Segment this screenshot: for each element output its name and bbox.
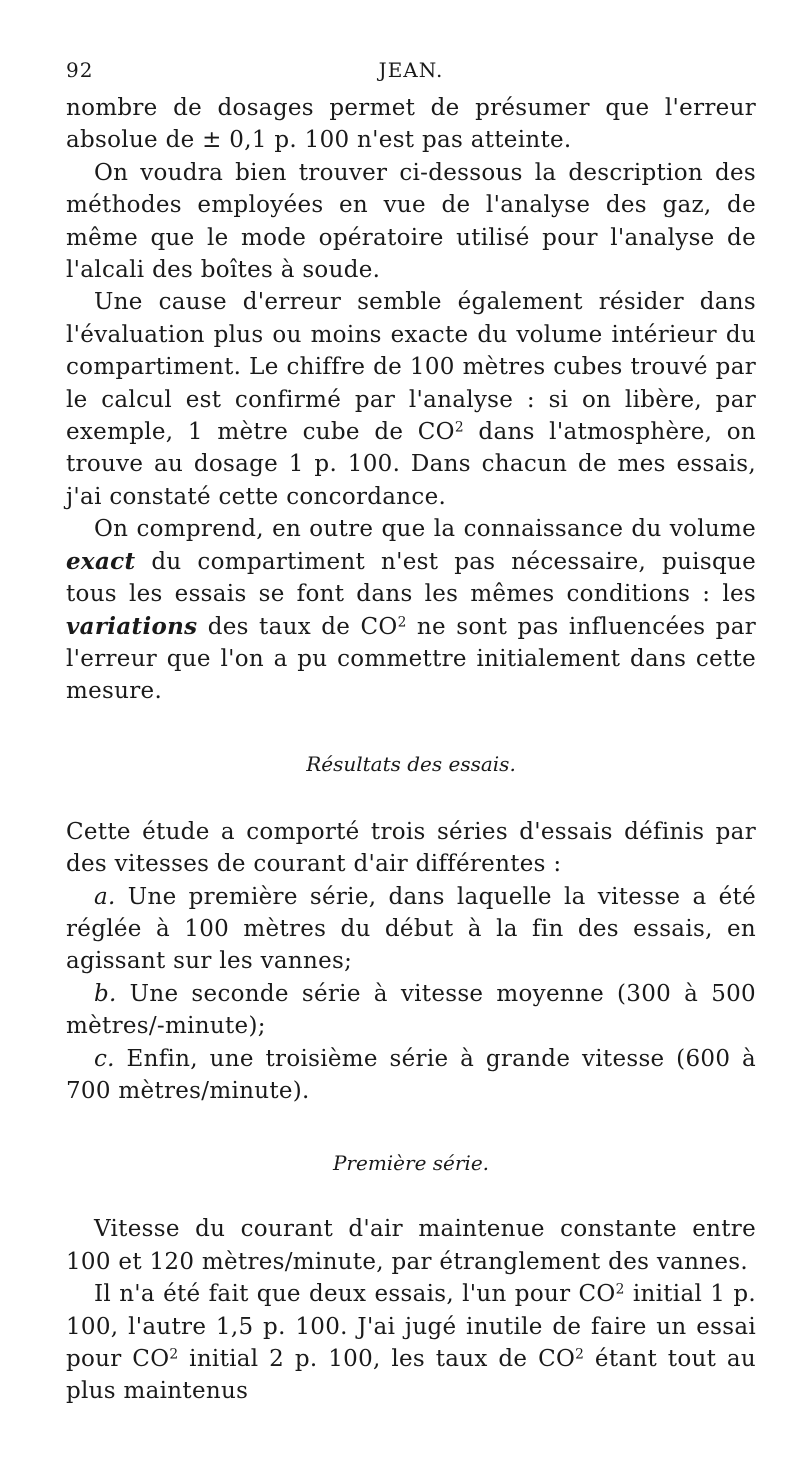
list-marker: b. (94, 980, 117, 1007)
paragraph-error-estimate: nombre de dosages permet de présumer que l'erreur absolue de ± 0,1 p. 100 n'est pas atteinte. (66, 95, 756, 154)
paragraph-methods-description: On voudra bien trouver ci-dessous la description des méthodes employées en vue de l'analyse des gaz, de même que le mode opératoire utilisé pour l'analyse de l'alcali des boîtes à soude. (66, 159, 756, 284)
list-marker: c. (94, 1045, 115, 1072)
running-head (66, 58, 756, 92)
paragraph-volume-error: Une cause d'erreur semble également résider dans l'évaluation plus ou moins exacte du volume intérieur du compartiment. Le chiffre de 100 mètres cubes trouvé par le calcul est confirmé par l'analyse : si on libère, par exemple, 1 mètre cube de $CO^2$ dans l'atmosphère, on trouve au dosage 1 p. 100. Dans chacun de mes essais, j'ai constaté cette concordance. (66, 289, 756, 510)
running-head-title: JEAN. (378, 58, 444, 82)
section-heading-results: Résultats des essais. (306, 751, 516, 776)
section-heading-first-series: Première série. (332, 1151, 490, 1176)
page-number: 92 (66, 58, 94, 82)
book-page (66, 58, 756, 1408)
paragraph-air-speed: Vitesse du courant d'air maintenue constante entre 100 et 120 mètres/minute, par étranglement des vannes. (66, 1216, 756, 1275)
list-item-series-b: b. Une seconde série à vitesse moyenne (300 à 500 mètres/-minute); (66, 980, 756, 1040)
paragraph-volume-exact: On comprend, en outre que la connaissance du volume exact du compartiment n'est pas nécessaire, puisque tous les essais se font dans les mêmes conditions : les variations des taux de $CO^2$ ne sont pas influencées par l'erreur que l'on a pu commettre initialement dans cette mesure. (66, 516, 756, 705)
list-item-series-c: c. Enfin, une troisième série à grande vitesse (600 à 700 mètres/minute). (66, 1045, 756, 1104)
list-marker: a. (94, 883, 116, 910)
list-item-series-a: a. Une première série, dans laquelle la vitesse a été réglée à 100 mètres du début à la fin des essais, en agissant sur les vannes; (66, 883, 756, 975)
paragraph-two-trials: Il n'a été fait que deux essais, l'un pour $CO^2$ initial 1 p. 100, l'autre 1,5 p. 100. J'ai jugé inutile de faire un essai pour $CO^2$ initial 2 p. 100, les taux de $CO^2$ étant tout au plus maintenus (66, 1281, 756, 1405)
paragraph-results-intro: Cette étude a comporté trois séries d'essais définis par des vitesses de courant d'air différentes : (66, 818, 756, 878)
